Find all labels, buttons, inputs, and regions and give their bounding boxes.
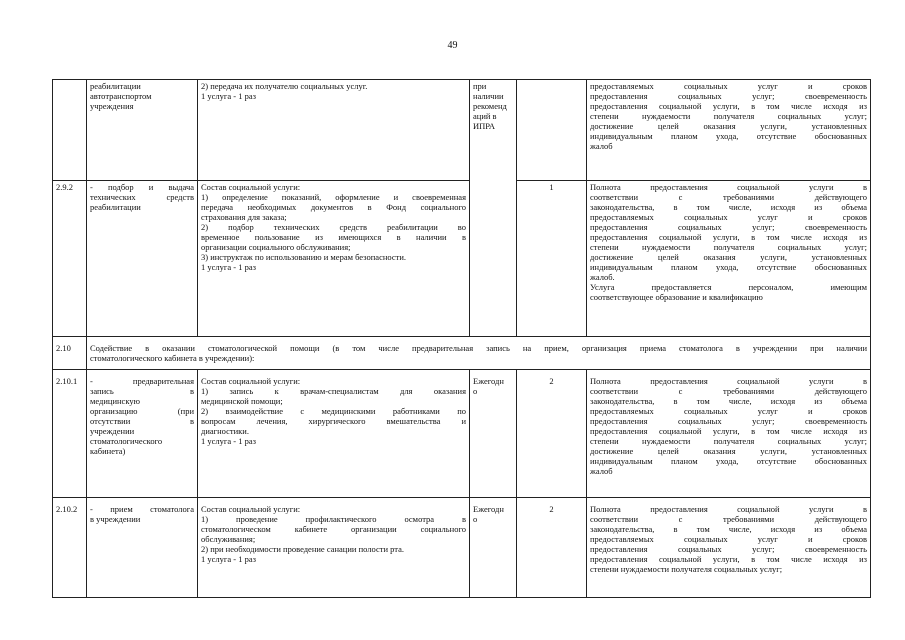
text-line: предоставляемых социальных услуг и сроков <box>590 534 867 544</box>
text-line: автотранспортом <box>90 91 152 101</box>
text-line: аций в <box>473 111 497 121</box>
text-line: реабилитации <box>90 81 141 91</box>
text-line: достижение целей оказания услуги, установленных <box>590 446 867 456</box>
service-volume: 2 <box>517 370 587 498</box>
text-line: 1) запись к врачам-специалистам для оказания <box>201 386 466 396</box>
text-line: Ежегодн <box>473 376 504 386</box>
row-number: 2.10.2 <box>53 498 87 598</box>
text-line: Содействие в оказании стоматологической помощи (в том числе предварительная запись на прием, организация приема стоматолога в учреждении при наличии <box>90 343 867 353</box>
text-line: степени нуждаемости получателя социальных услуг; <box>590 111 867 121</box>
text-line: предоставления социальной услуги, в том числе исходя из <box>590 426 867 436</box>
service-content <box>198 181 470 337</box>
text-line: реабилитации <box>90 202 141 212</box>
text-line: индивидуальным планом ухода, отсутствие обоснованных <box>590 131 867 141</box>
text-line: Полнота предоставления социальной услуги в <box>590 504 867 514</box>
text-line: законодательства, в том числе, исходя из объема <box>590 202 867 212</box>
text-line: 1) определение показаний, оформление и своевременная <box>201 192 466 202</box>
table-row <box>53 498 871 598</box>
text-line: в учреждении <box>90 514 141 524</box>
text-line: рекоменд <box>473 101 507 111</box>
service-name <box>87 80 198 181</box>
text-line: о <box>473 386 478 396</box>
section-row <box>53 337 871 370</box>
text-line: временное пользование из имеющихся в наличии в <box>201 232 466 242</box>
text-line: 2) при необходимости проведение санации полости рта. <box>201 544 404 554</box>
quality-criteria <box>587 498 871 598</box>
table-row <box>53 370 871 498</box>
text-line: 2) подбор технических средств реабилитации во <box>201 222 466 232</box>
text-line: стоматологического кабинета в учреждении): <box>90 353 255 363</box>
text-line: законодательства, в том числе, исходя из объема <box>590 396 867 406</box>
text-line: Состав социальной услуги: <box>201 376 301 386</box>
text-line: запись в <box>90 386 194 396</box>
text-line: технических средств <box>90 192 194 202</box>
service-volume: 2 <box>517 498 587 598</box>
text-line: кабинета) <box>90 446 126 456</box>
text-line: наличии <box>473 91 504 101</box>
text-line: достижение целей оказания услуги, установленных <box>590 121 867 131</box>
service-period <box>470 370 517 498</box>
table-row <box>53 80 871 181</box>
service-volume <box>517 80 587 181</box>
page-number: 49 <box>447 40 458 51</box>
section-title <box>87 337 871 370</box>
text-line: 1 услуга - 1 раз <box>201 262 256 272</box>
service-period <box>470 498 517 598</box>
service-volume: 1 <box>517 181 587 337</box>
text-line: 1) проведение профилактического осмотра в <box>201 514 466 524</box>
text-line: передача необходимых документов в Фонд социального <box>201 202 466 212</box>
text-line: предоставления социальных услуг; своевременность <box>590 416 867 426</box>
text-line: 1 услуга - 1 раз <box>201 91 256 101</box>
service-name <box>87 370 198 498</box>
text-line: жалоб <box>590 141 613 151</box>
text-line: предоставления социальных услуг; своевременность <box>590 91 867 101</box>
text-line: ИПРА <box>473 121 496 131</box>
text-line: обслуживания; <box>201 534 256 544</box>
text-line: жалоб <box>590 466 613 476</box>
text-line: соответствующее образование и квалификацию <box>590 292 763 302</box>
text-line: соответствии с требованиями действующего <box>590 514 867 524</box>
text-line: жалоб. <box>590 272 615 282</box>
service-content <box>198 498 470 598</box>
text-line: - прием стоматолога <box>90 504 194 514</box>
row-number: 2.9.2 <box>53 181 87 337</box>
table-row <box>53 181 871 337</box>
text-line: - подбор и выдача <box>90 182 194 192</box>
services-table <box>52 79 871 598</box>
text-line: 3) инструктаж по использованию и мерам безопасности. <box>201 252 407 262</box>
text-line: диагностики. <box>201 426 249 436</box>
service-name <box>87 498 198 598</box>
text-line: предоставления социальных услуг; своевременность <box>590 544 867 554</box>
text-line: медицинской помощи; <box>201 396 283 406</box>
text-line: индивидуальным планом ухода, отсутствие обоснованных <box>590 456 867 466</box>
text-line: медицинскую <box>90 396 140 406</box>
text-line: организации социального обслуживания; <box>201 242 351 252</box>
text-line: учреждении <box>90 426 135 436</box>
text-line: достижение целей оказания услуги, установленных <box>590 252 867 262</box>
text-line: стоматологического <box>90 436 163 446</box>
text-line: соответствии с требованиями действующего <box>590 386 867 396</box>
row-number <box>53 80 87 181</box>
text-line: степени нуждаемости получателя социальных услуг; <box>590 564 783 574</box>
text-line: индивидуальным планом ухода, отсутствие обоснованных <box>590 262 867 272</box>
text-line: при <box>473 81 487 91</box>
text-line: 1 услуга - 1 раз <box>201 554 256 564</box>
text-line: степени нуждаемости получателя социальных услуг; <box>590 242 867 252</box>
quality-criteria <box>587 80 871 181</box>
text-line: 1 услуга - 1 раз <box>201 436 256 446</box>
text-line: Состав социальной услуги: <box>201 182 301 192</box>
text-line: - предварительная <box>90 376 194 386</box>
text-line: о <box>473 514 478 524</box>
service-name <box>87 181 198 337</box>
text-line: стоматологическом кабинете организации социального <box>201 524 466 534</box>
text-line: 2) взаимодействие с медицинскими работниками по <box>201 406 466 416</box>
text-line: законодательства, в том числе, исходя из объема <box>590 524 867 534</box>
text-line: отсутствии в <box>90 416 194 426</box>
text-line: предоставляемых социальных услуг и сроков <box>590 212 867 222</box>
service-period <box>470 80 517 337</box>
text-line: вопросам лечения, хирургического вмешательства и <box>201 416 466 426</box>
text-line: соответствии с требованиями действующего <box>590 192 867 202</box>
text-line: 2) передача их получателю социальных услуг. <box>201 81 368 91</box>
text-line: Состав социальной услуги: <box>201 504 301 514</box>
text-line: степени нуждаемости получателя социальных услуг; <box>590 436 867 446</box>
text-line: предоставляемых социальных услуг и сроков <box>590 406 867 416</box>
text-line: организацию (при <box>90 406 194 416</box>
text-line: Ежегодн <box>473 504 504 514</box>
quality-criteria <box>587 370 871 498</box>
text-line: предоставления социальной услуги, в том числе исходя из <box>590 101 867 111</box>
service-content <box>198 370 470 498</box>
text-line: Полнота предоставления социальной услуги в <box>590 376 867 386</box>
text-line: Услуга предоставляется персоналом, имеющим <box>590 282 867 292</box>
text-line: предоставления социальных услуг; своевременность <box>590 222 867 232</box>
text-line: предоставления социальной услуги, в том числе исходя из <box>590 232 867 242</box>
text-line: страхования для заказа; <box>201 212 287 222</box>
service-content <box>198 80 470 181</box>
text-line: предоставляемых социальных услуг и сроков <box>590 81 867 91</box>
section-number: 2.10 <box>53 337 87 370</box>
quality-criteria <box>587 181 871 337</box>
text-line: Полнота предоставления социальной услуги в <box>590 182 867 192</box>
text-line: предоставления социальной услуги, в том числе исходя из <box>590 554 867 564</box>
row-number: 2.10.1 <box>53 370 87 498</box>
text-line: учреждения <box>90 101 134 111</box>
